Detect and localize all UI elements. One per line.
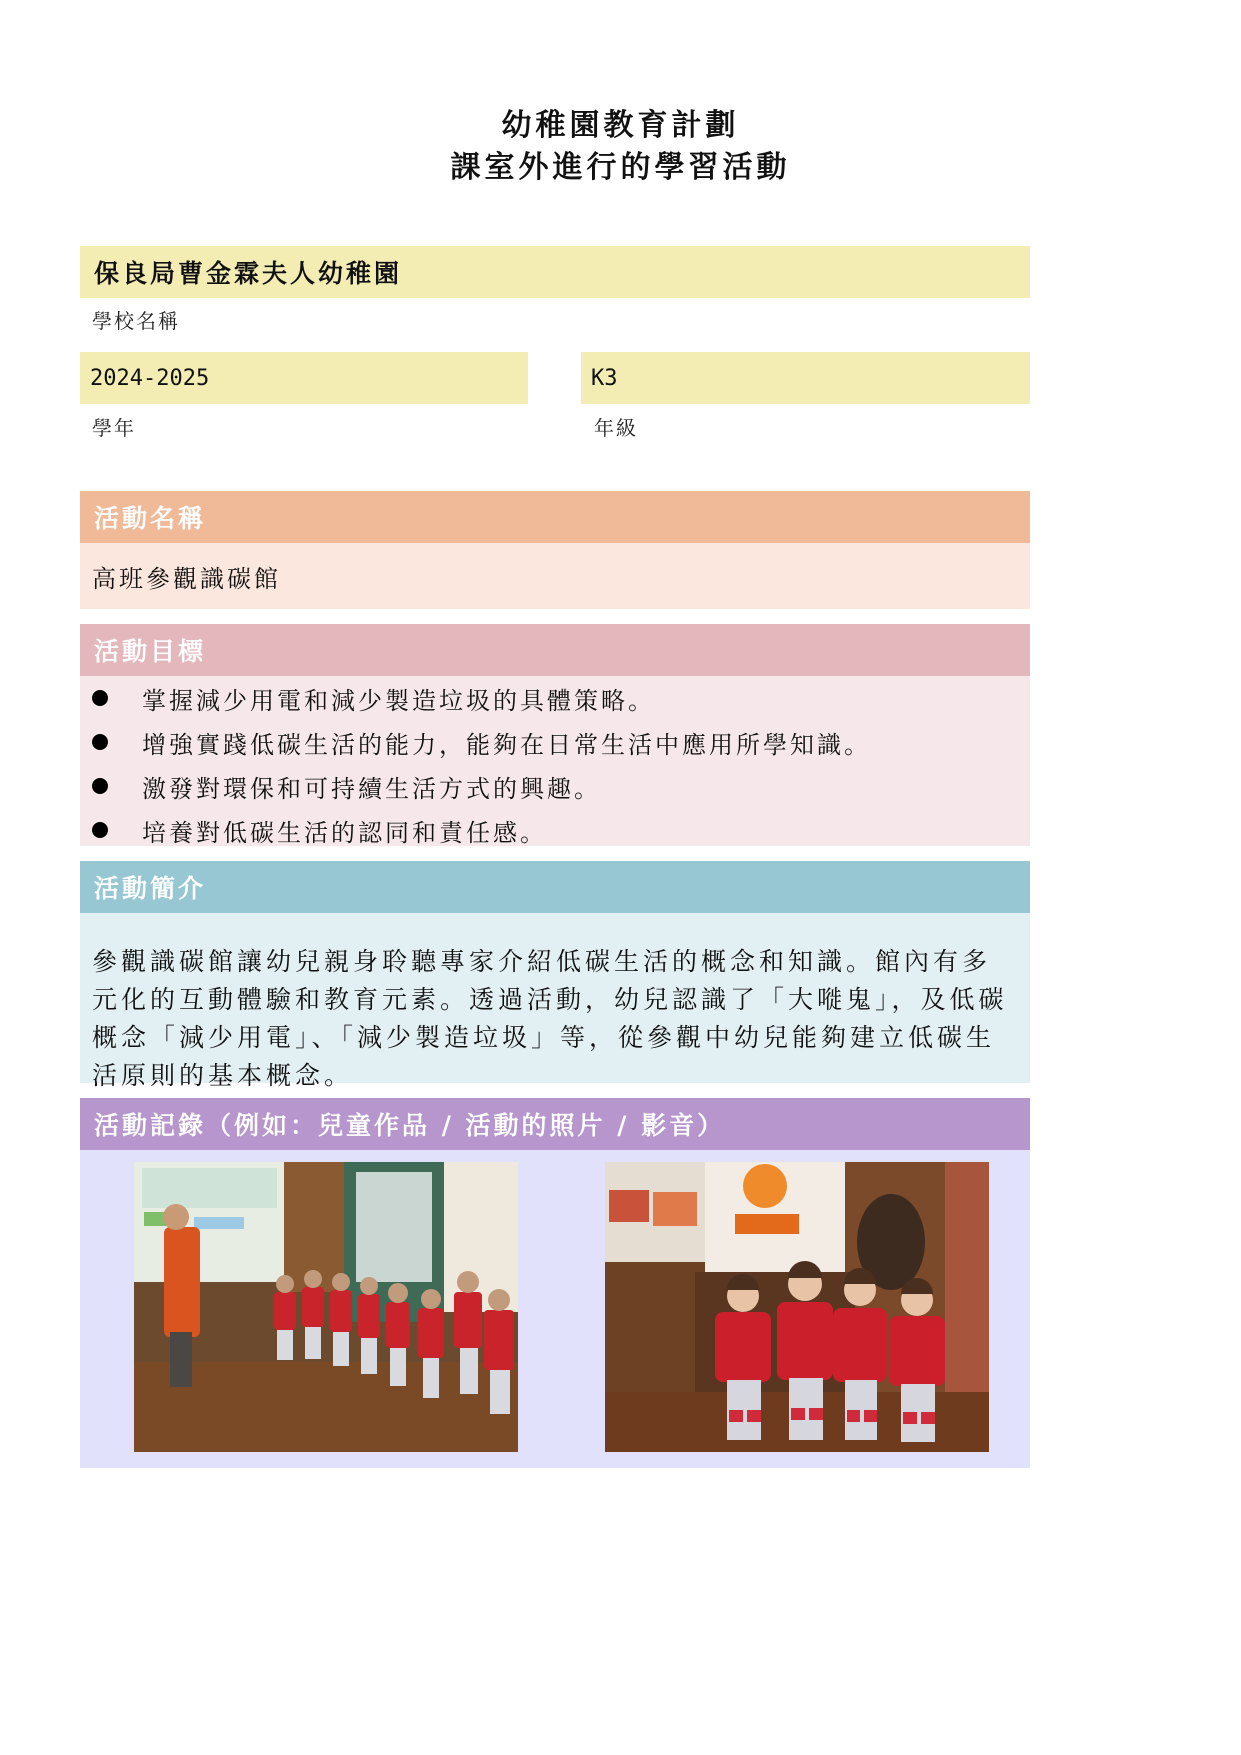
grade-level-caption: 年級 [594, 416, 638, 440]
record-heading: 活動記錄（例如：兒童作品 / 活動的照片 / 影音） [80, 1098, 1030, 1150]
school-year: 2024-2025 [80, 352, 528, 404]
goals-panel [80, 676, 1030, 846]
photo-guide-illustration [134, 1162, 518, 1452]
goal-item: 培養對低碳生活的認同和責任感。 [80, 808, 1030, 852]
intro-panel [80, 913, 1030, 1090]
goal-item: 掌握減少用電和減少製造垃圾的具體策略。 [80, 676, 1030, 720]
bullet-icon [92, 778, 108, 794]
bullet-icon [92, 734, 108, 750]
bullet-icon [92, 822, 108, 838]
grade-level: K3 [581, 352, 1030, 404]
school-year-caption: 學年 [92, 416, 136, 440]
photo-group-illustration [605, 1162, 989, 1452]
activity-photo-group [605, 1162, 989, 1452]
intro-heading: 活動簡介 [80, 861, 1030, 913]
goals-heading: 活動目標 [80, 624, 1030, 676]
intro-text: 參觀識碳館讓幼兒親身聆聽專家介紹低碳生活的概念和知識。館內有多元化的互動體驗和教育元素。透過活動，幼兒認識了「大嘥鬼」，及低碳概念「減少用電」、「減少製造垃圾」等，從參觀中幼兒能夠建立低碳生活原則的基本概念。 [92, 947, 1008, 1090]
bullet-icon [92, 690, 108, 706]
goal-item: 激發對環保和可持續生活方式的興趣。 [80, 764, 1030, 808]
activity-name-value: 高班參觀識碳館 [80, 543, 1030, 609]
school-name: 保良局曹金霖夫人幼稚園 [80, 246, 1030, 298]
goal-item: 增強實踐低碳生活的能力，能夠在日常生活中應用所學知識。 [80, 720, 1030, 764]
school-name-caption: 學校名稱 [92, 309, 180, 333]
page-title: 幼稚園教育計劃 [501, 108, 740, 143]
activity-name-heading: 活動名稱 [80, 491, 1030, 543]
activity-photo-guide [134, 1162, 518, 1452]
page-subtitle: 課室外進行的學習活動 [450, 150, 791, 185]
